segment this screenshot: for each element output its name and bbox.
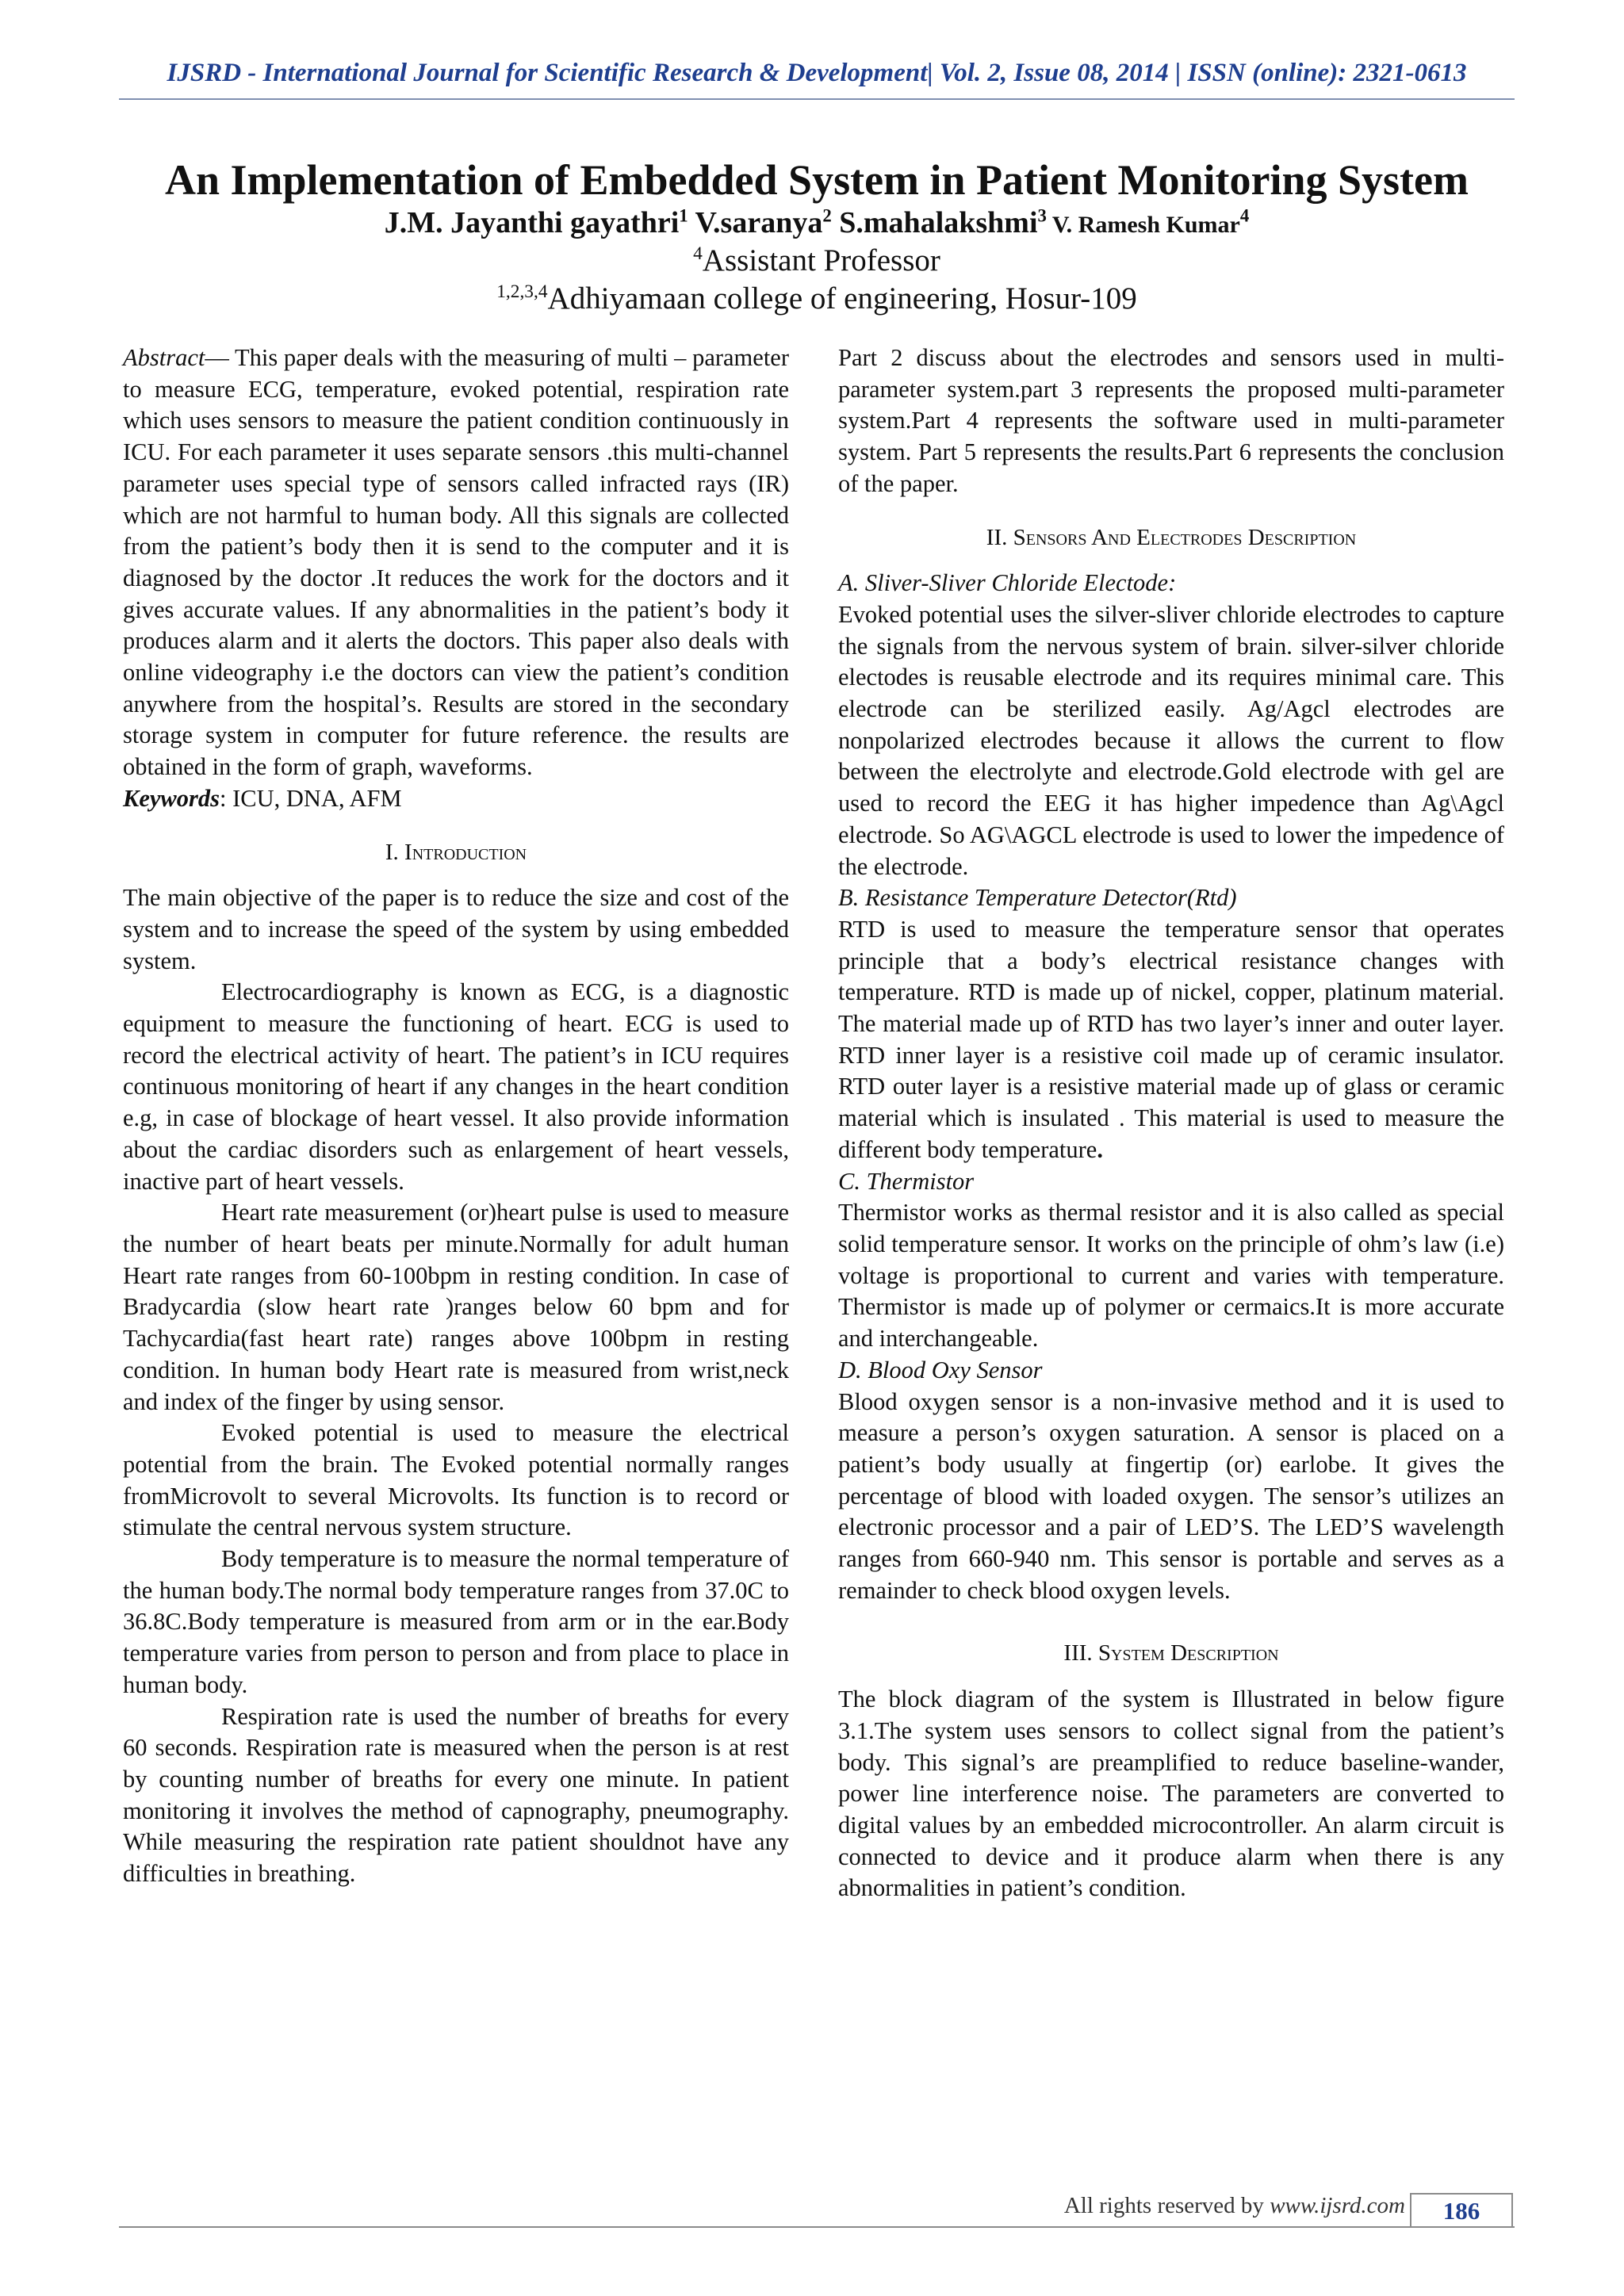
- header-rule: [119, 98, 1515, 100]
- subsection-b-title: B. Resistance Temperature Detector(Rtd): [838, 884, 1237, 912]
- intro-paragraph-4: Evoked potential is used to measure the electrical potential from the brain. The Evoked potential normally ranges fromMicrovolt to several Microvolts. Its function is to record or stimulate the central nervous system structure.: [123, 1419, 789, 1541]
- keywords: [123, 783, 789, 815]
- section-number: I.: [385, 839, 399, 865]
- intro-paragraph-5: Body temperature is to measure the normal temperature of the human body.The normal body temperature ranges from 37.0C to 36.8C.Body temperature is measured from arm or in the ear.Body temperature varies from person to person and from place to place in human body.: [123, 1545, 789, 1698]
- subsection-d-title: D. Blood Oxy Sensor: [838, 1356, 1043, 1383]
- section-number: II.: [986, 524, 1008, 550]
- author-3: S.mahalakshmi: [831, 206, 1038, 240]
- subsection-c-title: C. Thermistor: [838, 1167, 975, 1195]
- author-list: [119, 205, 1515, 242]
- rights-text: All rights reserved by: [1063, 2193, 1270, 2218]
- intro-paragraph-2: Electrocardiography is known as ECG, is a diagnostic equipment to measure the functioning of heart. ECG is used to record the electrical activity of heart. The patient’s in ICU requires continuous monitoring of heart if any changes in the heart condition e.g, in case of blockage of heart vessel. It also provide information about the cardiac disorders such as enlargement of heart vessels, inactive part of heart vessels.: [123, 978, 789, 1195]
- footer-rights: [1064, 2193, 1405, 2219]
- section-heading-sensors: [838, 522, 1504, 554]
- role-sup: 4: [693, 243, 703, 264]
- author-2-sup: 2: [822, 205, 832, 226]
- title-block: [119, 157, 1515, 319]
- subsection-a-text: Evoked potential uses the silver-sliver chloride electrodes to capture the signals from the nervous system of brain. silver-silver chloride electodes is reusable electrode and its requires minimal care. This electrode can be sterilized easily. Ag/Agcl electrodes are nonpolarized electrodes because it allows the current to flow between the electrolyte and electrode.Gold electrode with gel are used to record the EEG it has higher impedence than Ag\Agcl electrode. So AG\AGCL electrode is used to lower the impedence of the electrode.: [838, 600, 1504, 880]
- section-heading-introduction: [123, 837, 789, 869]
- subsection-b-paragraph: [838, 914, 1504, 1166]
- role-text: Assistant Professor: [702, 243, 940, 277]
- keywords-label: Keywords: [123, 784, 220, 812]
- institution: [119, 280, 1515, 318]
- right-column: [838, 342, 1504, 1904]
- footer-rule: [119, 2226, 1515, 2228]
- author-1: J.M. Jayanthi gayathri: [384, 206, 680, 240]
- section-title: Sensors And Electrodes Description: [1013, 524, 1357, 550]
- left-column: [123, 342, 789, 1890]
- institution-text: Adhiyamaan college of engineering, Hosur-109: [547, 281, 1137, 316]
- institution-sup: 1,2,3,4: [496, 281, 548, 303]
- abstract-text: — This paper deals with the measuring of multi – parameter to measure ECG, temperature, evoked potential, respiration rate which uses sensors to measure the patient condition continuously in ICU. For each parameter it uses separate sensors .this multi-channel parameter uses special type of sensors called infracted rays (IR) which are not harmful to human body. All this signals are collected from the patient’s body then it is send to the computer and it is diagnosed by the doctor .It reduces the work for the doctors and it gives accurate values. If any abnormalities in the patient’s body it produces alarm and it alerts the doctors. This paper also deals with online videography i.e the doctors can view the patient’s condition anywhere from the hospital’s. Results are stored in the secondary storage system in computer for future reference. the results are obtained in the form of graph, waveforms.: [123, 344, 789, 781]
- author-4-sup: 4: [1239, 205, 1250, 226]
- author-4: V. Ramesh Kumar: [1046, 212, 1240, 239]
- intro-paragraph-3: Heart rate measurement (or)heart pulse is used to measure the number of heart beats per minute.Normally for adult human Heart rate ranges from 60-100bpm in resting condition. In case of Bradycardia (slow heart rate )ranges below 60 bpm and for Tachycardia(fast heart rate) ranges above 100bpm in resting condition. In human body Heart rate is measured from wrist,neck and index of the finger by using sensor.: [123, 1199, 789, 1415]
- section-heading-system: [838, 1638, 1504, 1670]
- section-title: System Description: [1097, 1640, 1279, 1667]
- author-2: V.saranya: [688, 206, 823, 240]
- section-number: III.: [1063, 1640, 1093, 1667]
- section-title: Introduction: [404, 839, 527, 865]
- subsection-d-text: Blood oxygen sensor is a non-invasive method and it is used to measure a person’s oxygen saturation. A sensor is placed on a patient’s body usually at fingertip (or) earlobe. It gives the percentage of blood with loaded oxygen. The sensor’s utilizes an electronic processor and a pair of LED’S. The LED’S wavelength ranges from 660-940 nm. This sensor is portable and serves as a remainder to check blood oxygen levels.: [838, 1387, 1504, 1604]
- author-1-sup: 1: [679, 205, 688, 226]
- intro-paragraph-6: Respiration rate is used the number of breaths for every 60 seconds. Respiration rate is measured when the person is at rest by counting number of breaths for every one minute. In patient monitoring it involves the method of capnography, pneumography. While measuring the respiration rate patient shouldnot have any difficulties in breathing.: [123, 1702, 789, 1888]
- paper-title: An Implementation of Embedded System in Patient Monitoring System: [165, 156, 1469, 204]
- abstract-label: Abstract: [123, 344, 205, 371]
- subsection-a-title: A. Sliver-Sliver Chloride Electode:: [838, 569, 1177, 597]
- footer-link[interactable]: www.ijsrd.com: [1270, 2193, 1405, 2218]
- author-3-sup: 3: [1037, 205, 1047, 226]
- system-description-text: The block diagram of the system is Illustrated in below figure 3.1.The system uses sensors to collect signal from the patient’s body. This signal’s are preamplified to reduce baseline-wander, power line interference noise. The parameters are converted to digital values by an embedded microcontroller. An alarm circuit is connected to device and it produce alarm when there is any abnormalities in patient’s condition.: [838, 1686, 1504, 1902]
- paper-outline-paragraph: Part 2 discuss about the electrodes and sensors used in multi-parameter system.part 3 represents the proposed multi-parameter system.Part 4 represents the software used in multi-parameter system. Part 5 represents the results.Part 6 represents the conclusion of the paper.: [838, 344, 1504, 497]
- author-role: [119, 242, 1515, 280]
- abstract: [123, 342, 789, 783]
- subsection-b-text: RTD is used to measure the temperature sensor that operates principle that a body’s electrical resistance changes with temperature. RTD is made up of nickel, copper, platinum material. The material made up of RTD has two layer’s inner and outer layer. RTD inner layer is a resistive coil made up of ceramic insulator. RTD outer layer is a resistive material made up of glass or ceramic material which is insulated . This material is used to measure the different body temperature: [838, 915, 1504, 1163]
- keywords-text: : ICU, DNA, AFM: [220, 784, 402, 812]
- subsection-c-text: Thermistor works as thermal resistor and it is also called as special solid temperature sensor. It works on the principle of ohm’s law (i.e) voltage is proportional to current and varies with temperature. Thermistor is made up of polymer or cermaics.It is more accurate and interchangeable.: [838, 1199, 1504, 1353]
- journal-header: IJSRD - International Journal for Scientific Research & Development| Vol. 2, Issue 08, 2014 | ISSN (online): 2321-0613: [167, 59, 1467, 87]
- subsection-b-end: .: [1097, 1135, 1103, 1163]
- page-number: 186: [1410, 2193, 1513, 2228]
- intro-paragraph-1: The main objective of the paper is to reduce the size and cost of the system and to increase the speed of the system by using embedded system.: [123, 884, 789, 974]
